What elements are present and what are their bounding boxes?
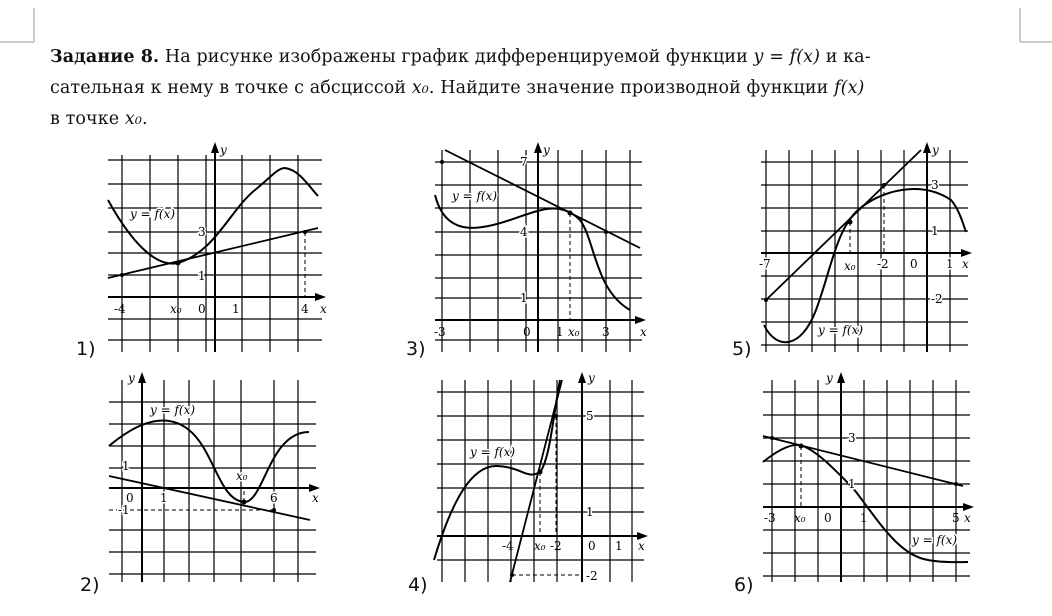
panel-3-number: 3) [406,338,426,360]
y-axis-arrow-2 [138,372,146,383]
tick-label-6g: 1 [848,477,856,491]
function-label-3: y = f(x) [452,189,498,203]
task-text-1: На рисунке изображены график дифференцируемой функции [159,47,754,67]
marked-point-4a [554,414,558,418]
tick-label-6d: 1 [860,511,868,525]
tick-label-4f: 5 [586,409,594,423]
graph-6 [758,370,988,590]
graph-panel-2 [104,370,334,590]
tangent-point-4 [538,470,543,475]
grid-6 [763,380,970,582]
tick-label-3b: 0 [523,325,531,339]
x-axis-arrow-1 [315,293,326,301]
function-label-5: y = f(x) [818,323,864,337]
tangent-line-2 [109,476,310,520]
panel-4-number: 4) [408,574,428,596]
x-axis-arrow-3 [635,316,646,324]
tick-label-5b: x₀ [844,259,856,273]
marked-point-4b [510,573,514,577]
tick-label-1g: 3 [198,225,206,239]
x-label-1: x [320,302,327,316]
tick-label-5e: 1 [946,257,954,271]
graph-panel-5 [756,140,986,360]
function-label-6: y = f(x) [912,533,958,547]
tick-label-1b: x₀ [170,302,182,316]
marked-point-5a [764,298,768,302]
y-label-5: y [932,143,939,157]
tick-label-1f: 1 [198,269,206,283]
marked-point-5b [882,183,886,187]
tick-label-1c: 0 [198,302,206,316]
tick-label-6c: 0 [824,511,832,525]
task-text-5: в точке [50,109,125,129]
tick-label-4a: -4 [502,539,514,553]
marked-point-3a [440,160,444,164]
graph-4 [432,370,662,590]
tick-label-1d: 1 [232,302,240,316]
y-axis-arrow-6 [837,372,845,383]
tick-label-6a: -3 [764,511,776,525]
graph-3 [430,140,660,360]
panel-2-number: 2) [80,574,100,596]
tick-label-5f: 3 [931,178,939,192]
tick-label-4d: 0 [588,539,596,553]
task-x0-1: x₀ [411,78,429,98]
function-label-1: y = f(x) [130,207,176,221]
tangent-point-6 [799,444,804,449]
tick-label-5h: -2 [931,292,943,306]
marked-point-2 [272,508,276,512]
function-curve-2 [109,421,309,502]
marked-point-6b [954,482,958,486]
y-axis-arrow-5 [923,142,931,153]
tick-label-4c: -2 [550,539,562,553]
task-text-6: . [141,109,148,129]
y-axis-arrow-3 [534,142,542,153]
tick-label-1e: 4 [301,302,309,316]
marked-point-6a [770,436,774,440]
tick-label-3e: 3 [602,325,610,339]
tick-label-6e: 5 [952,511,960,525]
tick-label-2a: 0 [126,491,134,505]
tick-label-3f: 7 [520,155,528,169]
x-label-3: x [640,325,647,339]
y-axis-arrow-1 [211,142,219,153]
function-label-4: y = f(x) [470,445,516,459]
crop-mark-left [0,0,44,46]
x-label-4: x [638,539,645,553]
task-text-3: сательная к нему в точке с абсциссой [50,78,412,98]
task-function-2: f(x) [834,78,865,98]
x-label-5: x [962,257,969,271]
task-x0-2: x₀ [124,109,142,129]
marked-point-3b [604,230,608,234]
tick-label-3a: -3 [434,325,446,339]
tangent-point-5 [848,220,853,225]
panel-1-number: 1) [76,338,96,360]
y-label-1: y [220,143,227,157]
y-axis-arrow-4 [578,372,586,383]
crop-mark-right [1010,0,1052,46]
tick-label-4h: -2 [586,569,598,583]
x-label-2: x [312,491,319,505]
task-text-4: . Найдите значение производной функции [428,78,835,98]
y-label-6: y [826,371,833,385]
graph-panel-1 [100,140,340,360]
tick-label-2b: 1 [160,491,168,505]
x-label-6: x [964,511,971,525]
tick-label-5c: -2 [877,257,889,271]
y-label-4: y [588,371,595,385]
y-label-3: y [543,143,550,157]
tangent-point-3 [568,211,573,216]
function-curve-3 [435,195,630,310]
y-label-2: y [128,371,135,385]
tick-label-4e: 1 [615,539,623,553]
tick-label-4g: 1 [586,505,594,519]
tick-label-6f: 3 [848,431,856,445]
tick-label-5g: 1 [931,224,939,238]
panel-5-number: 5) [732,338,752,360]
tick-label-5d: 0 [910,257,918,271]
function-label-2: y = f(x) [150,403,196,417]
tick-label-2c: x₀ [236,469,248,483]
marked-point-1b [303,230,307,234]
tick-label-3c: 1 [556,325,564,339]
task-text [50,42,1010,135]
tick-label-5a: -7 [759,257,771,271]
marked-point-1a [120,273,124,277]
tangent-point-2 [242,500,247,505]
graph-panel-4 [432,370,662,590]
tick-label-3d: x₀ [568,325,580,339]
tick-label-3h: 1 [520,291,528,305]
graph-1 [100,140,340,360]
tick-label-1a: -4 [114,302,126,316]
tick-label-2d: 6 [270,491,278,505]
tick-label-2f: -1 [118,503,130,517]
tick-label-6b: x₀ [794,511,806,525]
grid-2 [109,380,316,582]
x-axis-arrow-6 [963,503,974,511]
task-function-1: y = f(x) [753,47,821,67]
x-axis-arrow-5 [961,249,972,257]
task-lead: Задание 8. [50,47,160,67]
graph-2 [104,370,334,590]
tangent-point-1 [176,261,181,266]
graph-panel-3 [430,140,660,360]
graph-panel-6 [758,370,988,590]
tick-label-4b: x₀ [534,539,546,553]
tick-label-3g: 4 [520,225,528,239]
graph-5 [756,140,986,360]
tick-label-2e: 1 [122,459,130,473]
function-curve-5 [764,189,966,342]
task-text-2: и ка- [820,47,871,67]
panel-6-number: 6) [734,574,754,596]
